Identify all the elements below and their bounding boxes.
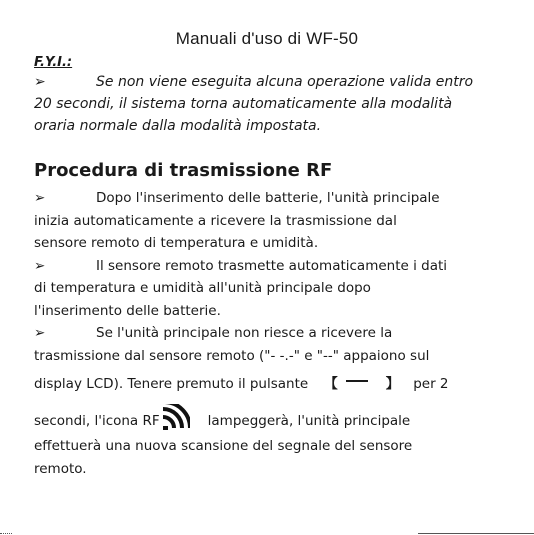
item1-line-2: inizia automaticamente a ricevere la trasmissione dal bbox=[34, 212, 397, 229]
mode-key-icon: 【 】 bbox=[324, 376, 400, 392]
bullet-arrow-icon: ➢ bbox=[34, 190, 46, 206]
fyi-label: F.Y.I.: bbox=[34, 55, 73, 70]
fyi-note bbox=[34, 71, 490, 137]
bullet-arrow-icon: ➢ bbox=[34, 74, 46, 90]
section-heading: Procedura di trasmissione RF bbox=[34, 160, 333, 181]
item2-line-2: di temperatura e umidità all'unità principale dopo bbox=[34, 280, 371, 296]
rf-procedure-body bbox=[34, 187, 494, 480]
page-title: Manuali d'uso di WF-50 bbox=[175, 29, 359, 48]
item1-line-3: sensore remoto di temperatura e umidità. bbox=[34, 235, 319, 251]
item3-line-3: display LCD). Tenere premuto il pulsante 【 】 per 2 bbox=[34, 369, 494, 399]
fyi-line-3: oraria normale dalla modalità impostata. bbox=[34, 118, 322, 134]
item3-line-2: trasmissione dal sensore remoto ("- -.-" e "--" appaiono sul bbox=[34, 347, 430, 364]
fyi-line-2: 20 secondi, il sistema torna automaticamente alla modalità bbox=[34, 96, 453, 112]
fyi-line-1: ➢ Se non viene eseguita alcuna operazione valida entro bbox=[34, 71, 490, 93]
item3-line-6: remoto. bbox=[34, 460, 87, 477]
item3-line-1: ➢ Se l'unità principale non riesce a ricevere la bbox=[34, 322, 494, 345]
rf-signal-icon bbox=[160, 404, 190, 430]
bullet-arrow-icon: ➢ bbox=[34, 257, 46, 274]
bullet-arrow-icon: ➢ bbox=[34, 325, 46, 341]
item3-line-4: secondi, l'icona RF lampeggerà, l'unità principale bbox=[34, 407, 494, 435]
minus-key-icon bbox=[346, 380, 368, 382]
item3-line-5: effettuerà una nuova scansione del segnale del sensore bbox=[34, 438, 413, 454]
item1-line-1: ➢ Dopo l'inserimento delle batterie, l'unità principale bbox=[34, 187, 494, 210]
item2-line-1: ➢ Il sensore remoto trasmette automaticamente i dati bbox=[34, 255, 494, 278]
item2-line-3: l'inserimento delle batterie. bbox=[34, 302, 221, 319]
